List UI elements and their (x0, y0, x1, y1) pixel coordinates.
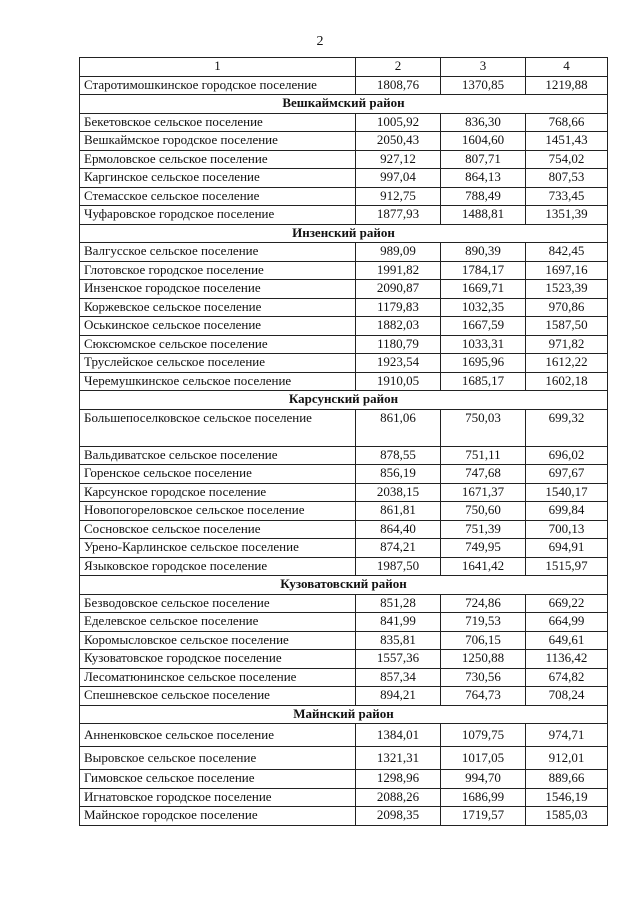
settlement-name-cell: Глотовское городское поселение (80, 261, 356, 280)
table-row (80, 747, 608, 770)
value-cell: 889,66 (526, 770, 608, 789)
value-cell: 997,04 (356, 169, 441, 188)
settlement-name-cell: Старотимошкинское городское поселение (80, 76, 356, 95)
value-cell: 674,82 (526, 668, 608, 687)
table-row (80, 113, 608, 132)
value-cell: 1669,71 (441, 280, 526, 299)
value-cell: 1602,18 (526, 372, 608, 391)
value-cell: 751,39 (441, 520, 526, 539)
value-cell: 1910,05 (356, 372, 441, 391)
value-cell: 697,67 (526, 465, 608, 484)
value-cell: 747,68 (441, 465, 526, 484)
value-cell: 1321,31 (356, 747, 441, 770)
settlement-name-cell: Гимовское сельское поселение (80, 770, 356, 789)
value-cell: 861,06 (356, 409, 441, 446)
value-cell: 1017,05 (441, 747, 526, 770)
value-cell: 664,99 (526, 613, 608, 632)
settlement-name-cell: Вальдиватское сельское поселение (80, 446, 356, 465)
value-cell: 807,71 (441, 150, 526, 169)
value-cell: 730,56 (441, 668, 526, 687)
value-cell: 989,09 (356, 243, 441, 262)
district-heading-row (80, 224, 608, 243)
settlement-name-cell: Кузоватовское городское поселение (80, 650, 356, 669)
value-cell: 699,84 (526, 502, 608, 521)
value-cell: 696,02 (526, 446, 608, 465)
table-row (80, 539, 608, 558)
value-cell: 768,66 (526, 113, 608, 132)
district-heading-row (80, 391, 608, 410)
value-cell: 694,91 (526, 539, 608, 558)
table-row (80, 409, 608, 446)
settlement-name-cell: Урено-Карлинское сельское поселение (80, 539, 356, 558)
settlement-name-cell: Сюксюмское сельское поселение (80, 335, 356, 354)
value-cell: 1523,39 (526, 280, 608, 299)
value-cell: 912,75 (356, 187, 441, 206)
value-cell: 894,21 (356, 687, 441, 706)
table-row (80, 807, 608, 826)
value-cell: 874,21 (356, 539, 441, 558)
value-cell: 1005,92 (356, 113, 441, 132)
district-title: Инзенский район (80, 224, 608, 243)
district-heading-row (80, 576, 608, 595)
header-cell: 2 (356, 58, 441, 77)
table-row (80, 187, 608, 206)
settlement-name-cell: Новопогореловское сельское поселение (80, 502, 356, 521)
value-cell: 974,71 (526, 724, 608, 747)
settlement-name-cell: Горенское сельское поселение (80, 465, 356, 484)
table-row (80, 631, 608, 650)
value-cell: 927,12 (356, 150, 441, 169)
value-cell: 1370,85 (441, 76, 526, 95)
header-row (80, 58, 608, 77)
settlement-name-cell: Выровское сельское поселение (80, 747, 356, 770)
district-heading-row (80, 705, 608, 724)
settlement-name-cell: Вешкаймское городское поселение (80, 132, 356, 151)
settlement-name-cell: Безводовское сельское поселение (80, 594, 356, 613)
settlement-name-cell: Бекетовское сельское поселение (80, 113, 356, 132)
table-row (80, 132, 608, 151)
value-cell: 1604,60 (441, 132, 526, 151)
value-cell: 700,13 (526, 520, 608, 539)
settlement-name-cell: Черемушкинское сельское поселение (80, 372, 356, 391)
settlement-name-cell: Майнское городское поселение (80, 807, 356, 826)
value-cell: 706,15 (441, 631, 526, 650)
table-row (80, 335, 608, 354)
value-cell: 1877,93 (356, 206, 441, 225)
value-cell: 1695,96 (441, 354, 526, 373)
table-row (80, 724, 608, 747)
settlement-name-cell: Коржевское сельское поселение (80, 298, 356, 317)
value-cell: 836,30 (441, 113, 526, 132)
value-cell: 1671,37 (441, 483, 526, 502)
value-cell: 856,19 (356, 465, 441, 484)
table-row (80, 613, 608, 632)
settlement-name-cell: Большепоселковское сельское поселение (80, 409, 356, 446)
value-cell: 1136,42 (526, 650, 608, 669)
value-cell: 878,55 (356, 446, 441, 465)
value-cell: 1923,54 (356, 354, 441, 373)
value-cell: 2098,35 (356, 807, 441, 826)
value-cell: 1540,17 (526, 483, 608, 502)
settlement-name-cell: Сосновское сельское поселение (80, 520, 356, 539)
table-row (80, 502, 608, 521)
table-row (80, 687, 608, 706)
settlement-name-cell: Оськинское сельское поселение (80, 317, 356, 336)
value-cell: 1667,59 (441, 317, 526, 336)
header-cell: 1 (80, 58, 356, 77)
table-row (80, 557, 608, 576)
table-row (80, 770, 608, 789)
value-cell: 1179,83 (356, 298, 441, 317)
value-cell: 971,82 (526, 335, 608, 354)
value-cell: 1180,79 (356, 335, 441, 354)
value-cell: 1298,96 (356, 770, 441, 789)
table-row (80, 446, 608, 465)
table-row (80, 594, 608, 613)
district-title: Карсунский район (80, 391, 608, 410)
value-cell: 1384,01 (356, 724, 441, 747)
district-title: Майнский район (80, 705, 608, 724)
value-cell: 1808,76 (356, 76, 441, 95)
settlement-name-cell: Инзенское городское поселение (80, 280, 356, 299)
value-cell: 1033,31 (441, 335, 526, 354)
table-row (80, 788, 608, 807)
value-cell: 2038,15 (356, 483, 441, 502)
value-cell: 788,49 (441, 187, 526, 206)
value-cell: 733,45 (526, 187, 608, 206)
value-cell: 764,73 (441, 687, 526, 706)
value-cell: 841,99 (356, 613, 441, 632)
value-cell: 1719,57 (441, 807, 526, 826)
header-cell: 3 (441, 58, 526, 77)
value-cell: 1991,82 (356, 261, 441, 280)
header-cell: 4 (526, 58, 608, 77)
value-cell: 1882,03 (356, 317, 441, 336)
district-title: Кузоватовский район (80, 576, 608, 595)
table-row (80, 650, 608, 669)
value-cell: 807,53 (526, 169, 608, 188)
table-row (80, 280, 608, 299)
settlement-name-cell: Каргинское сельское поселение (80, 169, 356, 188)
value-cell: 1079,75 (441, 724, 526, 747)
value-cell: 1488,81 (441, 206, 526, 225)
value-cell: 749,95 (441, 539, 526, 558)
value-cell: 857,34 (356, 668, 441, 687)
table-row (80, 206, 608, 225)
value-cell: 699,32 (526, 409, 608, 446)
value-cell: 861,81 (356, 502, 441, 521)
table-row (80, 243, 608, 262)
value-cell: 1515,97 (526, 557, 608, 576)
district-heading-row (80, 95, 608, 114)
table-row (80, 354, 608, 373)
settlement-name-cell: Валгусское сельское поселение (80, 243, 356, 262)
settlement-name-cell: Труслейское сельское поселение (80, 354, 356, 373)
value-cell: 1784,17 (441, 261, 526, 280)
settlement-name-cell: Коромысловское сельское поселение (80, 631, 356, 650)
table-row (80, 261, 608, 280)
table-row (80, 520, 608, 539)
value-cell: 1612,22 (526, 354, 608, 373)
value-cell: 842,45 (526, 243, 608, 262)
table-row (80, 483, 608, 502)
value-cell: 1641,42 (441, 557, 526, 576)
value-cell: 1587,50 (526, 317, 608, 336)
settlement-name-cell: Чуфаровское городское поселение (80, 206, 356, 225)
value-cell: 708,24 (526, 687, 608, 706)
settlement-name-cell: Игнатовское городское поселение (80, 788, 356, 807)
value-cell: 2090,87 (356, 280, 441, 299)
value-cell: 1585,03 (526, 807, 608, 826)
value-cell: 1686,99 (441, 788, 526, 807)
table-row (80, 169, 608, 188)
table-row (80, 317, 608, 336)
settlement-name-cell: Еделевское сельское поселение (80, 613, 356, 632)
value-cell: 2050,43 (356, 132, 441, 151)
settlement-name-cell: Стемасское сельское поселение (80, 187, 356, 206)
table-row (80, 372, 608, 391)
value-cell: 1351,39 (526, 206, 608, 225)
value-cell: 669,22 (526, 594, 608, 613)
value-cell: 724,86 (441, 594, 526, 613)
value-cell: 1685,17 (441, 372, 526, 391)
district-title: Вешкаймский район (80, 95, 608, 114)
settlement-name-cell: Анненковское сельское поселение (80, 724, 356, 747)
value-cell: 750,03 (441, 409, 526, 446)
value-cell: 1697,16 (526, 261, 608, 280)
value-cell: 649,61 (526, 631, 608, 650)
table-row (80, 150, 608, 169)
value-cell: 970,86 (526, 298, 608, 317)
table-row (80, 76, 608, 95)
value-cell: 912,01 (526, 747, 608, 770)
settlement-name-cell: Карсунское городское поселение (80, 483, 356, 502)
table-row (80, 298, 608, 317)
value-cell: 1250,88 (441, 650, 526, 669)
value-cell: 750,60 (441, 502, 526, 521)
data-table (79, 57, 608, 826)
value-cell: 890,39 (441, 243, 526, 262)
table-row (80, 668, 608, 687)
value-cell: 1032,35 (441, 298, 526, 317)
value-cell: 1546,19 (526, 788, 608, 807)
value-cell: 864,40 (356, 520, 441, 539)
value-cell: 754,02 (526, 150, 608, 169)
settlement-name-cell: Спешневское сельское поселение (80, 687, 356, 706)
value-cell: 2088,26 (356, 788, 441, 807)
value-cell: 751,11 (441, 446, 526, 465)
table-row (80, 465, 608, 484)
value-cell: 1219,88 (526, 76, 608, 95)
settlement-name-cell: Языковское городское поселение (80, 557, 356, 576)
value-cell: 835,81 (356, 631, 441, 650)
value-cell: 864,13 (441, 169, 526, 188)
value-cell: 1451,43 (526, 132, 608, 151)
value-cell: 994,70 (441, 770, 526, 789)
value-cell: 719,53 (441, 613, 526, 632)
value-cell: 1557,36 (356, 650, 441, 669)
settlement-name-cell: Лесоматюнинское сельское поселение (80, 668, 356, 687)
value-cell: 851,28 (356, 594, 441, 613)
page-number: 2 (316, 34, 324, 49)
value-cell: 1987,50 (356, 557, 441, 576)
settlement-name-cell: Ермоловское сельское поселение (80, 150, 356, 169)
